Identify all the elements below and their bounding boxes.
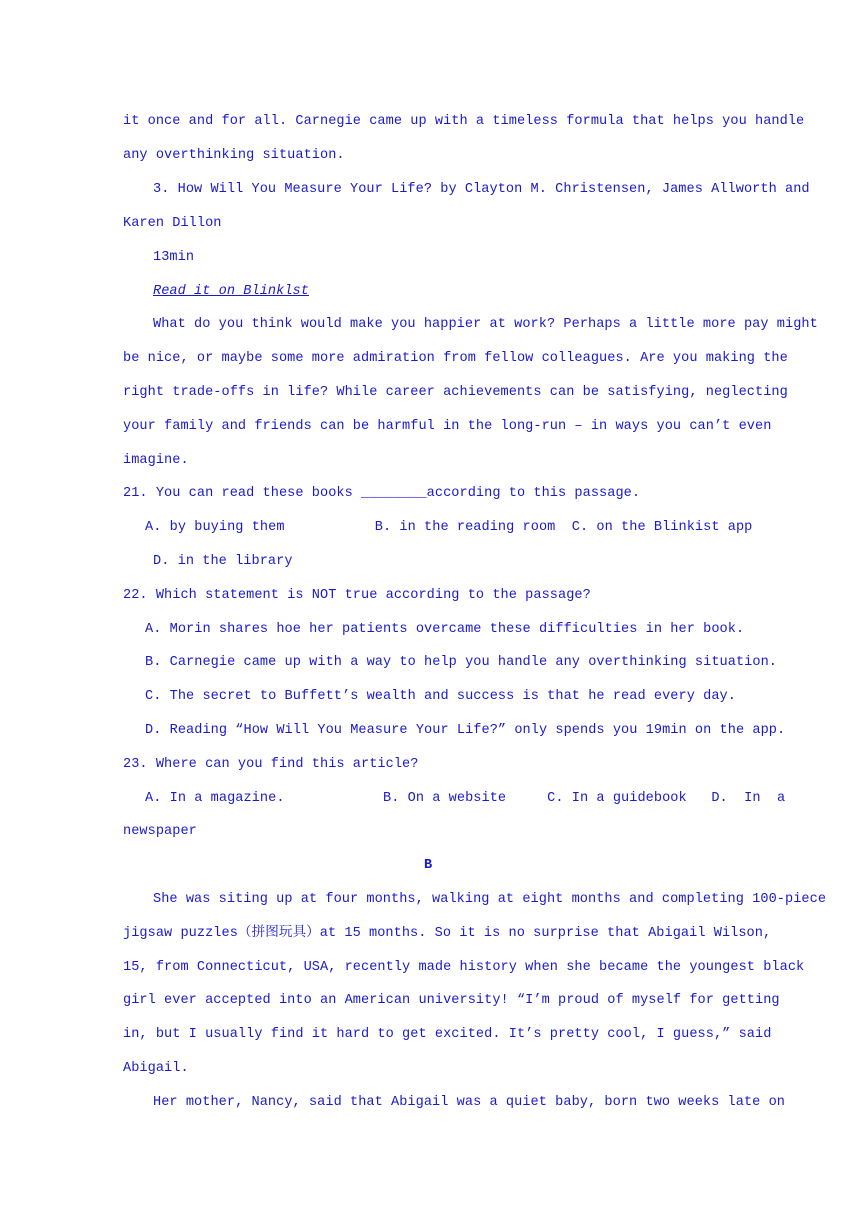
- question-22-option-c: C. The secret to Buffett’s wealth and success is that he read every day.: [145, 689, 736, 704]
- question-21-options-line-2: D. in the library: [153, 554, 293, 569]
- book-3-duration: 13min: [153, 250, 195, 265]
- question-22-option-b: B. Carnegie came up with a way to help you handle any overthinking situation.: [145, 655, 777, 670]
- passage-a-line-1: it once and for all. Carnegie came up with a timeless formula that helps you handle: [123, 114, 805, 129]
- book-3-desc-line-2: be nice, or maybe some more admiration from fellow colleagues. Are you making the: [123, 351, 788, 366]
- passage-b-line-7: Her mother, Nancy, said that Abigail was a quiet baby, born two weeks late on: [153, 1095, 785, 1110]
- book-3-title-line-2: Karen Dillon: [123, 216, 222, 231]
- section-b-heading: B: [424, 858, 433, 873]
- passage-b-line-2: jigsaw puzzles（拼图玩具）at 15 months. So it is no surprise that Abigail Wilson,: [123, 926, 772, 941]
- book-3-desc-line-1: What do you think would make you happier at work? Perhaps a little more pay might: [153, 317, 818, 332]
- passage-b-line-6: Abigail.: [123, 1061, 189, 1076]
- passage-b-line-4: girl ever accepted into an American university! “I’m proud of myself for getting: [123, 993, 780, 1008]
- passage-b-line-3: 15, from Connecticut, USA, recently made history when she became the youngest black: [123, 960, 805, 975]
- book-3-title-line-1: 3. How Will You Measure Your Life? by Clayton M. Christensen, James Allworth and: [153, 182, 810, 197]
- question-21-stem: 21. You can read these books ________according to this passage.: [123, 486, 641, 501]
- passage-b-line-5: in, but I usually find it hard to get excited. It’s pretty cool, I guess,” said: [123, 1027, 772, 1042]
- question-23-options-line-2: newspaper: [123, 824, 197, 839]
- question-22-option-d: D. Reading “How Will You Measure Your Life?” only spends you 19min on the app.: [145, 723, 786, 738]
- question-23-options-line-1: A. In a magazine. B. On a website C. In a guidebook D. In a: [145, 791, 786, 806]
- book-3-desc-line-5: imagine.: [123, 453, 189, 468]
- book-3-desc-line-3: right trade-offs in life? While career achievements can be satisfying, neglecting: [123, 385, 788, 400]
- question-22-stem: 22. Which statement is NOT true according to the passage?: [123, 588, 591, 603]
- passage-a-line-2: any overthinking situation.: [123, 148, 345, 163]
- question-22-option-a: A. Morin shares hoe her patients overcame these difficulties in her book.: [145, 622, 745, 637]
- read-on-blinkist-link[interactable]: Read it on Blinklst: [153, 284, 309, 299]
- question-23-stem: 23. Where can you find this article?: [123, 757, 419, 772]
- question-21-options-line-1: A. by buying them B. in the reading room C. on the Blinkist app: [145, 520, 753, 535]
- book-3-desc-line-4: your family and friends can be harmful in the long-run – in ways you can’t even: [123, 419, 772, 434]
- passage-b-line-1: She was siting up at four months, walking at eight months and completing 100-piece: [153, 892, 827, 907]
